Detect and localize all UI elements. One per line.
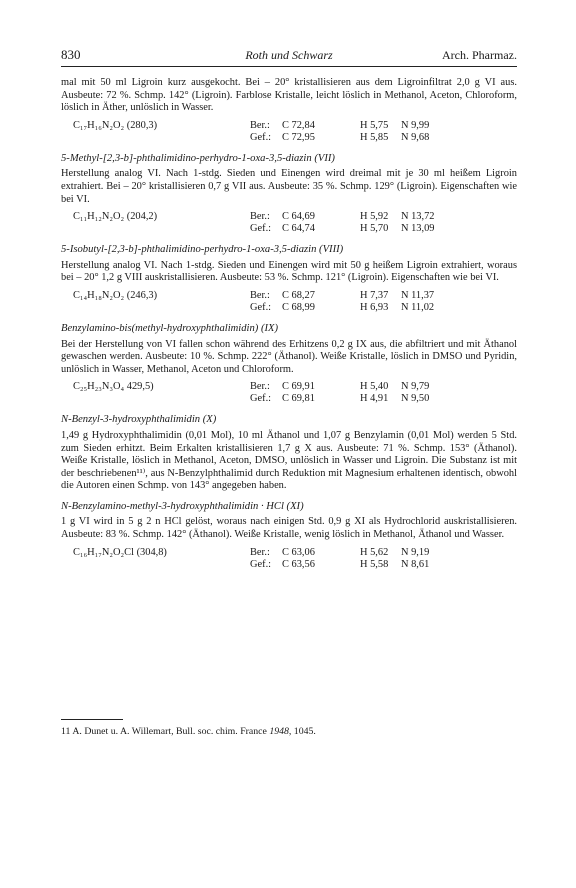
section-title: N-Benzylamino-methyl-3-hydroxyphthalimidin · HCl (XI) (61, 500, 304, 512)
formula: C₁₄H₁₈N₂O₂ (246,3) (73, 289, 158, 301)
section-title: N-Benzyl-3-hydroxyphthalimidin (X) (61, 414, 217, 426)
formula: C₁₇H₁₆N₂O₂ (280,3) (73, 119, 158, 131)
ber-h: H 5,40 (360, 381, 389, 393)
gef-label: Gef.: (250, 558, 272, 570)
ber-n: N 9,79 (401, 381, 430, 393)
ber-label: Ber.: (250, 211, 270, 223)
gef-c: C 68,99 (282, 301, 315, 313)
ber-c: C 68,27 (282, 289, 315, 301)
section-text: Herstellung analog VI. Nach 1-stdg. Sieden und Einengen wird mit 50 g heißem Ligroin extrahiert, woraus bei – 20° 1,2 g VIII auskristallisieren. Ausbeute: 53 %. Schmp. 121° (Ligroin). Eigenschaften wie bei VI. (61, 259, 517, 284)
gef-label: Gef.: (250, 393, 272, 405)
elemental-analysis (61, 380, 517, 406)
ber-c: C 63,06 (282, 546, 315, 558)
page-header (61, 47, 517, 65)
gef-h: H 5,70 (360, 223, 389, 235)
ber-n: N 9,99 (401, 119, 430, 131)
header-rule (61, 66, 517, 67)
section-compound-x (61, 414, 517, 493)
gef-label: Gef.: (250, 223, 272, 235)
journal-name: Arch. Pharmaz. (442, 48, 517, 62)
gef-n: N 8,61 (401, 558, 430, 570)
section-compound-viii (61, 244, 517, 315)
section-text: Herstellung analog VI. Nach 1-stdg. Sieden und Einengen wird dreimal mit je 30 ml heißem Ligroin extrahiert. Bei – 20° kristallisieren 0,7 g VII aus. Ausbeute: 35 %. Schmp. 129° (Ligroin). Eigenschaften wie bei VI. (61, 168, 517, 205)
section-text: Bei der Herstellung von VI fallen schon während des Erhitzens 0,2 g IX aus, die abfiltriert und mit Äthanol gewaschen werden. Ausbeute: 10 %. Schmp. 222° (Äthanol). Weiße Kristalle, löslich in DMSO und Pyridin, unlöslich in Wasser, Methanol, Aceton und Chloroform. (61, 338, 517, 375)
ber-label: Ber.: (250, 289, 270, 301)
gef-n: N 11,02 (401, 301, 435, 313)
gef-n: N 9,50 (401, 393, 430, 405)
elemental-analysis (61, 289, 517, 315)
ber-n: N 11,37 (401, 289, 435, 301)
section-compound-xi (61, 501, 517, 572)
section-compound-vii (61, 153, 517, 236)
footnote (61, 726, 517, 737)
footnote-text: 11 A. Dunet u. A. Willemart, Bull. soc. chim. France (61, 726, 270, 737)
gef-n: N 13,09 (401, 223, 435, 235)
page-number: 830 (61, 47, 81, 62)
gef-c: C 69,81 (282, 393, 315, 405)
ber-h: H 7,37 (360, 289, 389, 301)
running-title: Roth und Schwarz (245, 48, 333, 62)
footnote-rule (61, 719, 123, 720)
ber-label: Ber.: (250, 381, 270, 393)
ber-c: C 69,91 (282, 381, 315, 393)
ber-label: Ber.: (250, 119, 270, 131)
gef-c: C 64,74 (282, 223, 315, 235)
gef-c: C 72,95 (282, 131, 315, 143)
gef-h: H 5,85 (360, 131, 389, 143)
gef-label: Gef.: (250, 131, 272, 143)
ber-c: C 64,69 (282, 211, 315, 223)
ber-label: Ber.: (250, 546, 270, 558)
ber-h: H 5,92 (360, 211, 389, 223)
intro-paragraph: mal mit 50 ml Ligroin kurz ausgekocht. Bei – 20° kristallisieren aus dem Ligroinfiltrat 2,0 g VI aus. Ausbeute: 72 %. Schmp. 142° (Ligroin). Farblose Kristalle, leicht löslich in Methanol, Aceton, Chloroform, löslich in Äther, unlöslich in Wasser. (61, 77, 517, 114)
footnote-year: 1948 (269, 726, 289, 737)
ber-n: N 9,19 (401, 546, 430, 558)
gef-h: H 4,91 (360, 393, 389, 405)
section-title: Benzylamino-bis(methyl-hydroxyphthalimidin) (IX) (61, 322, 279, 334)
gef-n: N 9,68 (401, 131, 430, 143)
elemental-analysis (61, 210, 517, 236)
elemental-analysis (61, 546, 517, 572)
article-body (61, 77, 517, 572)
formula: C₁₆H₁₇N₂O₂Cl (304,8) (73, 546, 167, 558)
gef-h: H 6,93 (360, 301, 389, 313)
ber-c: C 72,84 (282, 119, 315, 131)
formula: C₂₅H₂₃N₃O₄ 429,5) (73, 381, 154, 393)
section-text: 1 g VI wird in 5 g 2 n HCl gelöst, woraus nach einigen Std. 0,9 g XI als Hydrochlorid auskristallisieren. Ausbeute: 83 %. Schmp. 142° (Äthanol). Weiße Kristalle, wenig löslich in Methanol, Äthanol und Wasser. (61, 516, 517, 541)
section-compound-ix (61, 323, 517, 406)
ber-h: H 5,62 (360, 546, 389, 558)
ber-h: H 5,75 (360, 119, 389, 131)
intro-analysis (61, 119, 517, 145)
ber-n: N 13,72 (401, 211, 435, 223)
gef-label: Gef.: (250, 301, 272, 313)
gef-c: C 63,56 (282, 558, 315, 570)
section-title: 5-Methyl-[2,3-b]-phthalimidino-perhydro-1-oxa-3,5-diazin (VII) (61, 152, 335, 164)
formula: C₁₁H₁₂N₂O₂ (204,2) (73, 211, 158, 223)
section-text: 1,49 g Hydroxyphthalimidin (0,01 Mol), 10 ml Äthanol und 1,07 g Benzylamin (0,01 Mol) werden 5 Std. zum Sieden erhitzt. Beim Erkalten kristallisieren 1,7 g X aus. Ausbeute: 71 %. Schmp. 153° (Äthanol). Weiße Kristalle, löslich in Methanol, Aceton, DMSO, unlöslich in Wasser und Ligroin. Die Substanz ist mit der beschriebenen¹¹⁾, aus N-Benzylphthalimid durch Reduktion mit Magnesium erhaltenen identisch, obwohl die Autoren einen Schmp. von 143° angegeben haben. (61, 429, 517, 492)
section-title: 5-Isobutyl-[2,3-b]-phthalimidino-perhydro-1-oxa-3,5-diazin (VIII) (61, 244, 344, 256)
footnote-pages: , 1045. (288, 726, 316, 737)
gef-h: H 5,58 (360, 558, 389, 570)
